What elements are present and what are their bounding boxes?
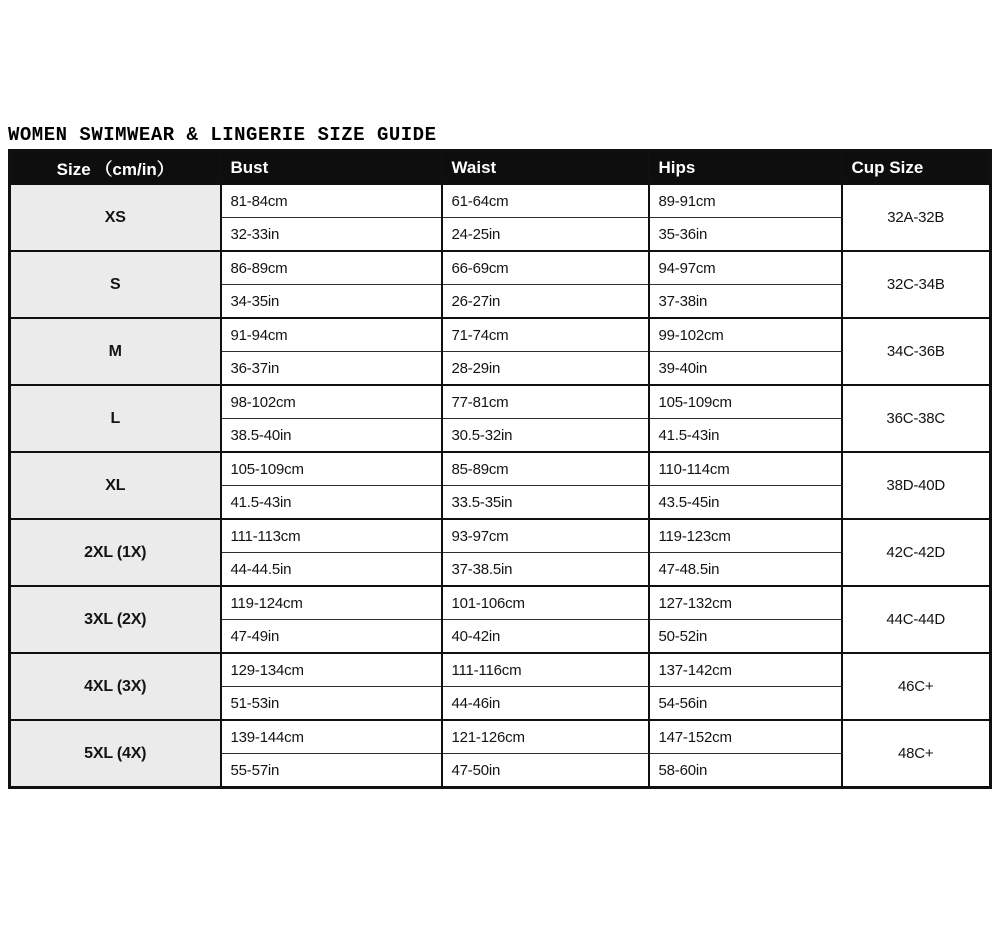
table-row	[10, 653, 991, 687]
waist-cm-value: 66-69cm	[442, 251, 649, 285]
waist-in-value: 44-46in	[442, 687, 649, 721]
hips-cm-value: 119-123cm	[649, 519, 842, 553]
bust-cm-value: 119-124cm	[221, 586, 442, 620]
bust-cm-value: 139-144cm	[221, 720, 442, 754]
hips-cm-value: 89-91cm	[649, 184, 842, 218]
waist-in-value: 40-42in	[442, 620, 649, 654]
table-row	[10, 184, 991, 218]
size-label-2xl: 2XL (1X)	[10, 519, 221, 586]
bust-cm-value: 86-89cm	[221, 251, 442, 285]
waist-cm-value: 77-81cm	[442, 385, 649, 419]
size-label-m: M	[10, 318, 221, 385]
table-row	[10, 519, 991, 553]
waist-cm-value: 93-97cm	[442, 519, 649, 553]
cup-size-value: 38D-40D	[842, 452, 991, 519]
hips-cm-value: 127-132cm	[649, 586, 842, 620]
table-row	[10, 318, 991, 352]
bust-cm-value: 105-109cm	[221, 452, 442, 486]
page-title: WOMEN SWIMWEAR & LINGERIE SIZE GUIDE	[8, 124, 437, 146]
hips-in-value: 35-36in	[649, 218, 842, 252]
size-label-3xl: 3XL (2X)	[10, 586, 221, 653]
bust-in-value: 36-37in	[221, 352, 442, 386]
cup-size-value: 32A-32B	[842, 184, 991, 251]
waist-in-value: 28-29in	[442, 352, 649, 386]
bust-cm-value: 91-94cm	[221, 318, 442, 352]
bust-in-value: 34-35in	[221, 285, 442, 319]
bust-in-value: 44-44.5in	[221, 553, 442, 587]
hips-in-value: 47-48.5in	[649, 553, 842, 587]
waist-cm-value: 101-106cm	[442, 586, 649, 620]
size-label-l: L	[10, 385, 221, 452]
waist-cm-value: 71-74cm	[442, 318, 649, 352]
waist-in-value: 30.5-32in	[442, 419, 649, 453]
column-header-size: Size （cm/in）	[10, 151, 221, 185]
cup-size-value: 36C-38C	[842, 385, 991, 452]
column-header-hips: Hips	[649, 151, 842, 185]
table-row	[10, 452, 991, 486]
waist-in-value: 24-25in	[442, 218, 649, 252]
cup-size-value: 32C-34B	[842, 251, 991, 318]
bust-cm-value: 129-134cm	[221, 653, 442, 687]
cup-size-value: 44C-44D	[842, 586, 991, 653]
table-header-row	[10, 151, 991, 185]
table-row	[10, 586, 991, 620]
size-label-5xl: 5XL (4X)	[10, 720, 221, 788]
size-label-xl: XL	[10, 452, 221, 519]
bust-cm-value: 81-84cm	[221, 184, 442, 218]
bust-cm-value: 98-102cm	[221, 385, 442, 419]
size-guide-section	[8, 124, 992, 789]
size-label-xs: XS	[10, 184, 221, 251]
hips-cm-value: 105-109cm	[649, 385, 842, 419]
hips-in-value: 37-38in	[649, 285, 842, 319]
bust-in-value: 55-57in	[221, 754, 442, 788]
waist-in-value: 47-50in	[442, 754, 649, 788]
hips-in-value: 58-60in	[649, 754, 842, 788]
waist-cm-value: 61-64cm	[442, 184, 649, 218]
size-label-4xl: 4XL (3X)	[10, 653, 221, 720]
column-header-waist: Waist	[442, 151, 649, 185]
bust-in-value: 47-49in	[221, 620, 442, 654]
waist-in-value: 26-27in	[442, 285, 649, 319]
size-guide-table	[8, 149, 992, 789]
size-label-s: S	[10, 251, 221, 318]
hips-in-value: 50-52in	[649, 620, 842, 654]
waist-cm-value: 111-116cm	[442, 653, 649, 687]
bust-in-value: 51-53in	[221, 687, 442, 721]
waist-cm-value: 121-126cm	[442, 720, 649, 754]
hips-cm-value: 110-114cm	[649, 452, 842, 486]
hips-cm-value: 137-142cm	[649, 653, 842, 687]
cup-size-value: 46C+	[842, 653, 991, 720]
cup-size-value: 48C+	[842, 720, 991, 788]
table-row	[10, 720, 991, 754]
hips-in-value: 43.5-45in	[649, 486, 842, 520]
table-row	[10, 251, 991, 285]
bust-in-value: 38.5-40in	[221, 419, 442, 453]
column-header-cup-size: Cup Size	[842, 151, 991, 185]
column-header-bust: Bust	[221, 151, 442, 185]
bust-in-value: 32-33in	[221, 218, 442, 252]
waist-cm-value: 85-89cm	[442, 452, 649, 486]
hips-cm-value: 147-152cm	[649, 720, 842, 754]
hips-cm-value: 94-97cm	[649, 251, 842, 285]
hips-in-value: 54-56in	[649, 687, 842, 721]
cup-size-value: 42C-42D	[842, 519, 991, 586]
cup-size-value: 34C-36B	[842, 318, 991, 385]
waist-in-value: 33.5-35in	[442, 486, 649, 520]
hips-in-value: 41.5-43in	[649, 419, 842, 453]
hips-cm-value: 99-102cm	[649, 318, 842, 352]
bust-cm-value: 111-113cm	[221, 519, 442, 553]
table-row	[10, 385, 991, 419]
hips-in-value: 39-40in	[649, 352, 842, 386]
bust-in-value: 41.5-43in	[221, 486, 442, 520]
waist-in-value: 37-38.5in	[442, 553, 649, 587]
